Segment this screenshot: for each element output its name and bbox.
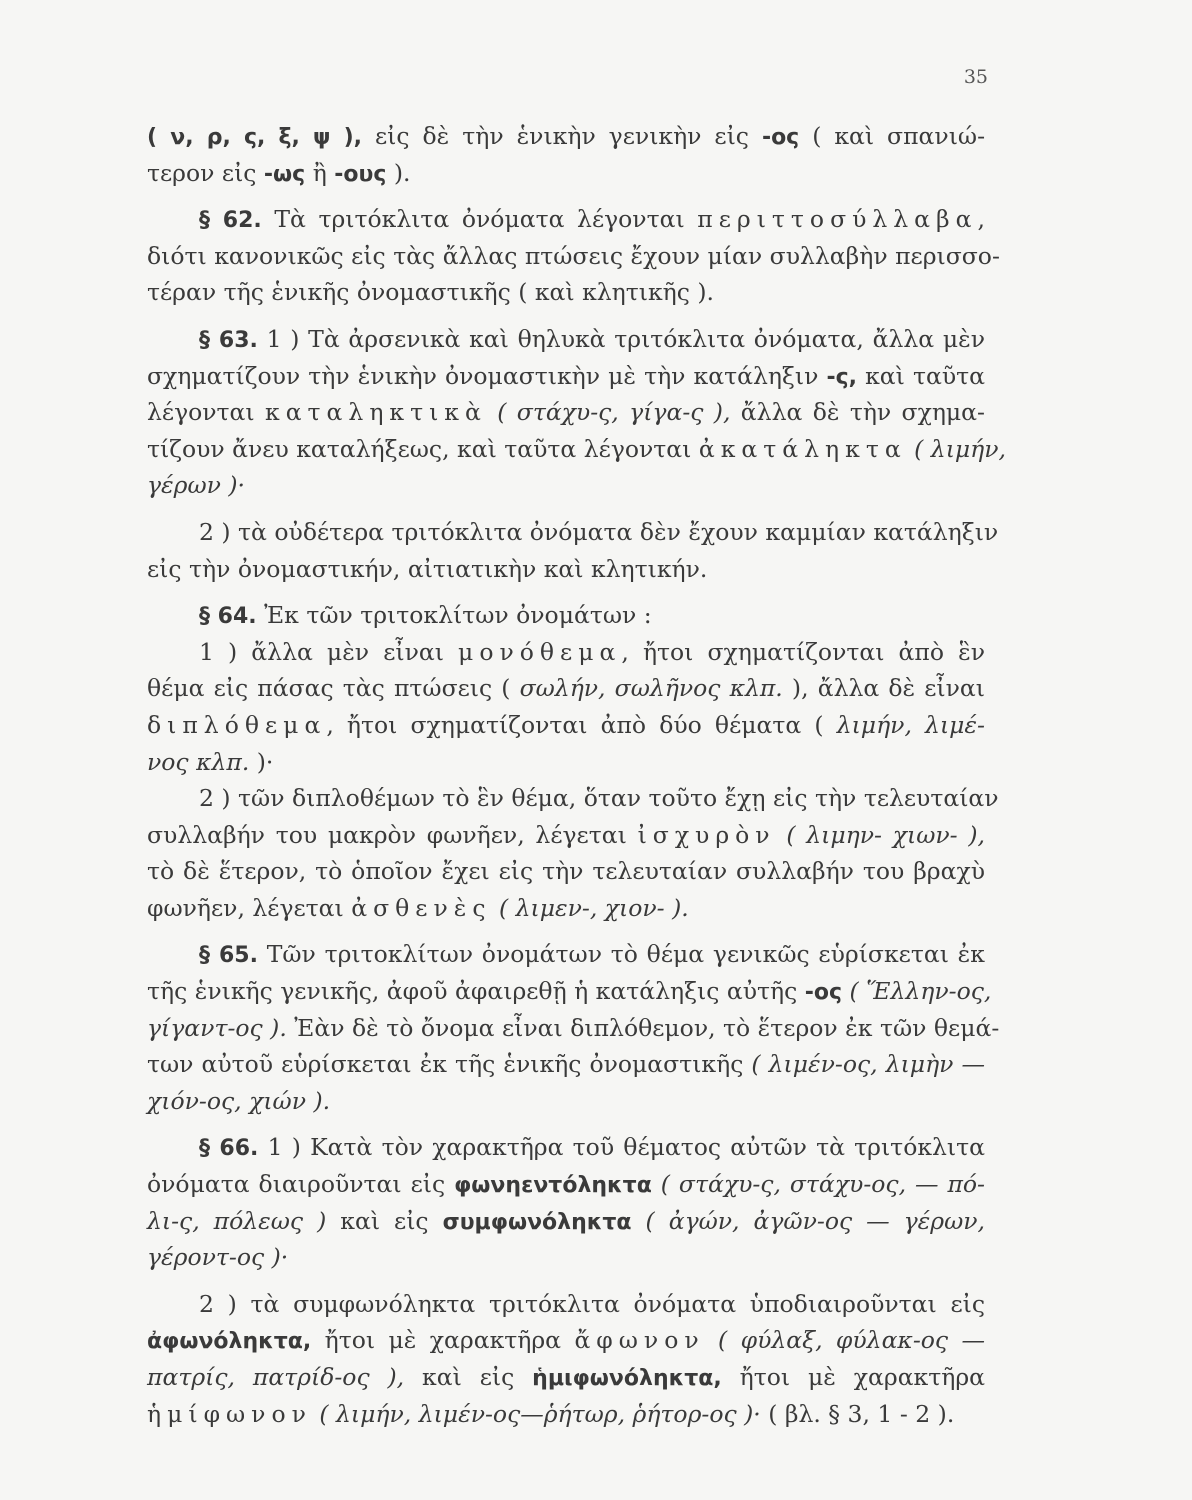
text-segment: ( στάχυ-ς, γίγα-ς ), <box>486 398 731 427</box>
text-line <box>147 394 985 431</box>
page-number: 35 <box>963 66 988 88</box>
text-segment: εἰς τὴν ὀνομαστικήν, αἰτιατικὴν καὶ κλητικήν. <box>147 554 708 583</box>
text-segment: ( στάχυ-ς, στάχυ-ος, — πό- <box>651 1170 985 1199</box>
text-line <box>147 973 992 1010</box>
text-line <box>147 1322 985 1359</box>
text-segment: ( λιμήν, <box>906 434 1007 463</box>
text-segment: Τῶν τριτοκλίτων ὀνομάτων τὸ θέμα γενικῶς εὑρίσκεται ἐκ <box>257 940 985 969</box>
text-segment: τέραν τῆς ἑνικῆς ὀνομαστικῆς ( καὶ κλητικῆς ). <box>147 278 715 307</box>
text-segment: ( καὶ σπανιώ- <box>799 122 986 150</box>
text-line <box>147 201 985 238</box>
text-segment: φωνῆεν, λέγεται <box>147 893 352 922</box>
text-segment: μονόθεμα <box>458 637 622 666</box>
text-segment: , ἤτοι σχηματίζονται ἀπὸ ἓν <box>621 637 985 666</box>
text-segment: ἄλλα δὲ τὴν σχημα- <box>730 398 985 427</box>
body-text <box>147 118 1007 1432</box>
text-segment: τὸ δὲ ἕτερον, τὸ ὁποῖον ἔχει εἰς τὴν τελευταίαν συλλαβήν του βραχὺ <box>147 857 985 886</box>
text-segment: εἰς δὲ τὴν ἑνικὴν γενικὴν εἰς <box>362 122 762 150</box>
text-segment: διπλόθεμα <box>147 710 327 739</box>
text-line <box>147 1286 985 1323</box>
text-segment: Ἐκ τῶν τριτοκλίτων ὀνομάτων : <box>256 601 652 630</box>
text-line <box>147 514 999 551</box>
text-line <box>147 118 985 155</box>
text-line <box>147 634 985 671</box>
text-segment: 1 ) Τὰ ἀρσενικὰ καὶ θηλυκὰ τριτόκλιτα ὀνόματα, ἄλλα μὲν <box>257 324 985 353</box>
text-segment: γέροντ-ος )· <box>147 1243 289 1272</box>
text-segment: πατρίς, πατρίδ-ος ), <box>147 1363 405 1391</box>
text-segment: ἡμίφωνον <box>147 1399 312 1428</box>
text-segment: χιόν-ος, χιών ). <box>147 1086 331 1115</box>
text-segment: καὶ ταῦτα <box>857 361 985 390</box>
text-segment: -ως <box>263 161 306 187</box>
text-line <box>147 358 985 395</box>
text-line <box>147 1010 1000 1047</box>
text-line <box>147 853 985 890</box>
text-line <box>147 1083 985 1120</box>
text-segment: -ους <box>334 161 387 187</box>
text-line <box>147 707 985 744</box>
text-segment: ἀσθενὲς <box>351 893 492 922</box>
text-line <box>147 1396 985 1433</box>
text-segment: λέγονται <box>147 398 265 427</box>
text-segment: ( βλ. § 3, 1 - 2 ). <box>760 1399 955 1428</box>
text-segment: ( λιμην- χιων- ), <box>775 820 985 849</box>
text-segment: ), ἄλλα δὲ εἶναι <box>782 674 986 703</box>
text-line <box>147 1203 985 1240</box>
text-segment: ὀνόματα διαιροῦνται εἰς <box>147 1170 455 1199</box>
section-number: § 62. <box>199 208 262 234</box>
text-segment: σωλήν, σωλῆνος κλπ. <box>519 674 783 703</box>
text-segment: ἀφωνόληκτα, <box>147 1329 312 1355</box>
text-line <box>147 890 985 927</box>
text-segment: συμφωνόληκτα <box>442 1209 632 1235</box>
text-line <box>147 238 1000 275</box>
text-line <box>147 1359 985 1396</box>
text-segment: 2 ) τῶν διπλοθέμων τὸ ἓν θέμα, ὅταν τοῦτο ἔχῃ εἰς τὴν τελευταίαν <box>199 784 999 813</box>
text-line <box>147 431 1007 468</box>
text-segment: ( ἀγών, ἀγῶν-ος — γέρων, <box>631 1206 986 1235</box>
text-line <box>147 1129 985 1166</box>
text-segment: λιμήν, λιμέ- <box>836 710 985 739</box>
text-line <box>147 551 985 588</box>
text-segment: ἤτοι μὲ χαρακτῆρα <box>311 1326 575 1355</box>
text-segment: ( φύλαξ, φύλακ-ος — <box>704 1326 985 1355</box>
text-segment: 2 ) τὰ συμφωνόληκτα τριτόκλιτα ὀνόματα ὑποδιαιροῦνται εἰς <box>199 1289 985 1318</box>
text-line <box>147 1239 985 1276</box>
text-segment: ( λιμέν-ος, λιμὴν — <box>751 1050 986 1079</box>
text-line <box>147 1166 985 1203</box>
text-segment: λι-ς, πόλεως ) <box>147 1206 327 1235</box>
text-line <box>147 780 999 817</box>
text-segment: τερον εἰς <box>147 158 264 187</box>
text-segment: 1 ) Κατὰ τὸν χαρακτῆρα τοῦ θέματος αὐτῶν τὰ τριτόκλιτα <box>258 1133 986 1162</box>
text-line <box>147 597 985 634</box>
text-segment: ( Ἕλλην-ος, <box>842 977 992 1006</box>
text-segment: )· <box>249 747 274 776</box>
text-segment: ἄφωνον <box>574 1326 705 1355</box>
text-segment: καταληκτικὰ <box>265 398 487 427</box>
text-segment: των αὐτοῦ εὑρίσκεται ἐκ τῆς ἑνικῆς ὀνομαστικῆς <box>147 1050 752 1079</box>
text-segment: φωνηεντόληκτα <box>454 1173 652 1199</box>
text-segment: Ἐὰν δὲ τὸ ὄνομα εἶναι διπλόθεμον, τὸ ἕτερον ἐκ τῶν θεμά- <box>286 1013 1000 1042</box>
text-segment: καὶ εἰς <box>404 1363 533 1391</box>
text-line <box>147 274 985 311</box>
text-segment: Τὰ τριτόκλιτα ὀνόματα λέγονται <box>261 205 698 234</box>
text-segment: ἰσχυρὸν <box>637 820 776 849</box>
text-line <box>147 670 985 707</box>
text-line <box>147 155 985 192</box>
text-segment: τίζουν ἄνευ καταλήξεως, καὶ ταῦτα λέγονται <box>147 434 699 463</box>
text-segment: γίγαντ-ος ). <box>147 1013 287 1042</box>
text-segment: -ος <box>804 980 843 1006</box>
text-segment: ἡμιφωνόληκτα, <box>532 1366 722 1391</box>
section-number: § 63. <box>199 327 258 353</box>
text-line <box>147 744 985 781</box>
text-segment: νος κλπ. <box>147 747 250 776</box>
text-segment: ( ν, ρ, ς, ξ, ψ ), <box>147 125 363 150</box>
text-segment: ). <box>386 158 411 187</box>
text-segment: , <box>977 205 985 234</box>
text-segment: ( λιμήν, λιμέν-ος—ῥήτωρ, ῥήτορ-ος )· <box>311 1399 761 1428</box>
section-number: § 65. <box>199 943 258 969</box>
text-segment: συλλαβήν του μακρὸν φωνῆεν, λέγεται <box>147 820 638 849</box>
text-segment: περιττοσύλλαβα <box>697 205 978 234</box>
text-line <box>147 817 985 854</box>
text-segment: καὶ εἰς <box>326 1206 443 1235</box>
text-segment: -ος <box>761 125 800 150</box>
text-line <box>147 467 985 504</box>
text-segment: ἤτοι μὲ χαρακτῆρα <box>721 1363 986 1391</box>
text-segment: γέρων )· <box>147 471 246 500</box>
text-segment: -ς, <box>826 364 858 390</box>
text-line <box>147 1046 985 1083</box>
text-segment: ( λιμεν-, χιον- ). <box>491 893 689 922</box>
text-segment: διότι κανονικῶς εἰς τὰς ἄλλας πτώσεις ἔχουν μίαν συλλαβὴν περισσο- <box>147 241 1000 270</box>
text-line <box>147 321 985 358</box>
text-segment: τῆς ἑνικῆς γενικῆς, ἀφοῦ ἀφαιρεθῇ ἡ κατάληξις αὐτῆς <box>147 977 805 1006</box>
section-number: § 66. <box>199 1136 259 1162</box>
text-segment: ἢ <box>305 158 335 187</box>
text-segment: σχηματίζουν τὴν ἑνικὴν ὀνομαστικὴν μὲ τὴν κατάληξιν <box>147 361 827 390</box>
section-number: § 64. <box>199 604 257 630</box>
text-line <box>147 936 985 973</box>
text-segment: , ἤτοι σχηματίζονται ἀπὸ δύο θέματα ( <box>326 710 837 739</box>
text-segment: 1 ) ἄλλα μὲν εἶναι <box>199 637 459 666</box>
text-segment: θέμα εἰς πάσας τὰς πτώσεις ( <box>147 674 520 703</box>
text-segment: ἀκατάληκτα <box>698 434 907 463</box>
text-segment: 2 ) τὰ οὐδέτερα τριτόκλιτα ὀνόματα δὲν ἔχουν καμμίαν κατάληξιν <box>199 517 999 546</box>
